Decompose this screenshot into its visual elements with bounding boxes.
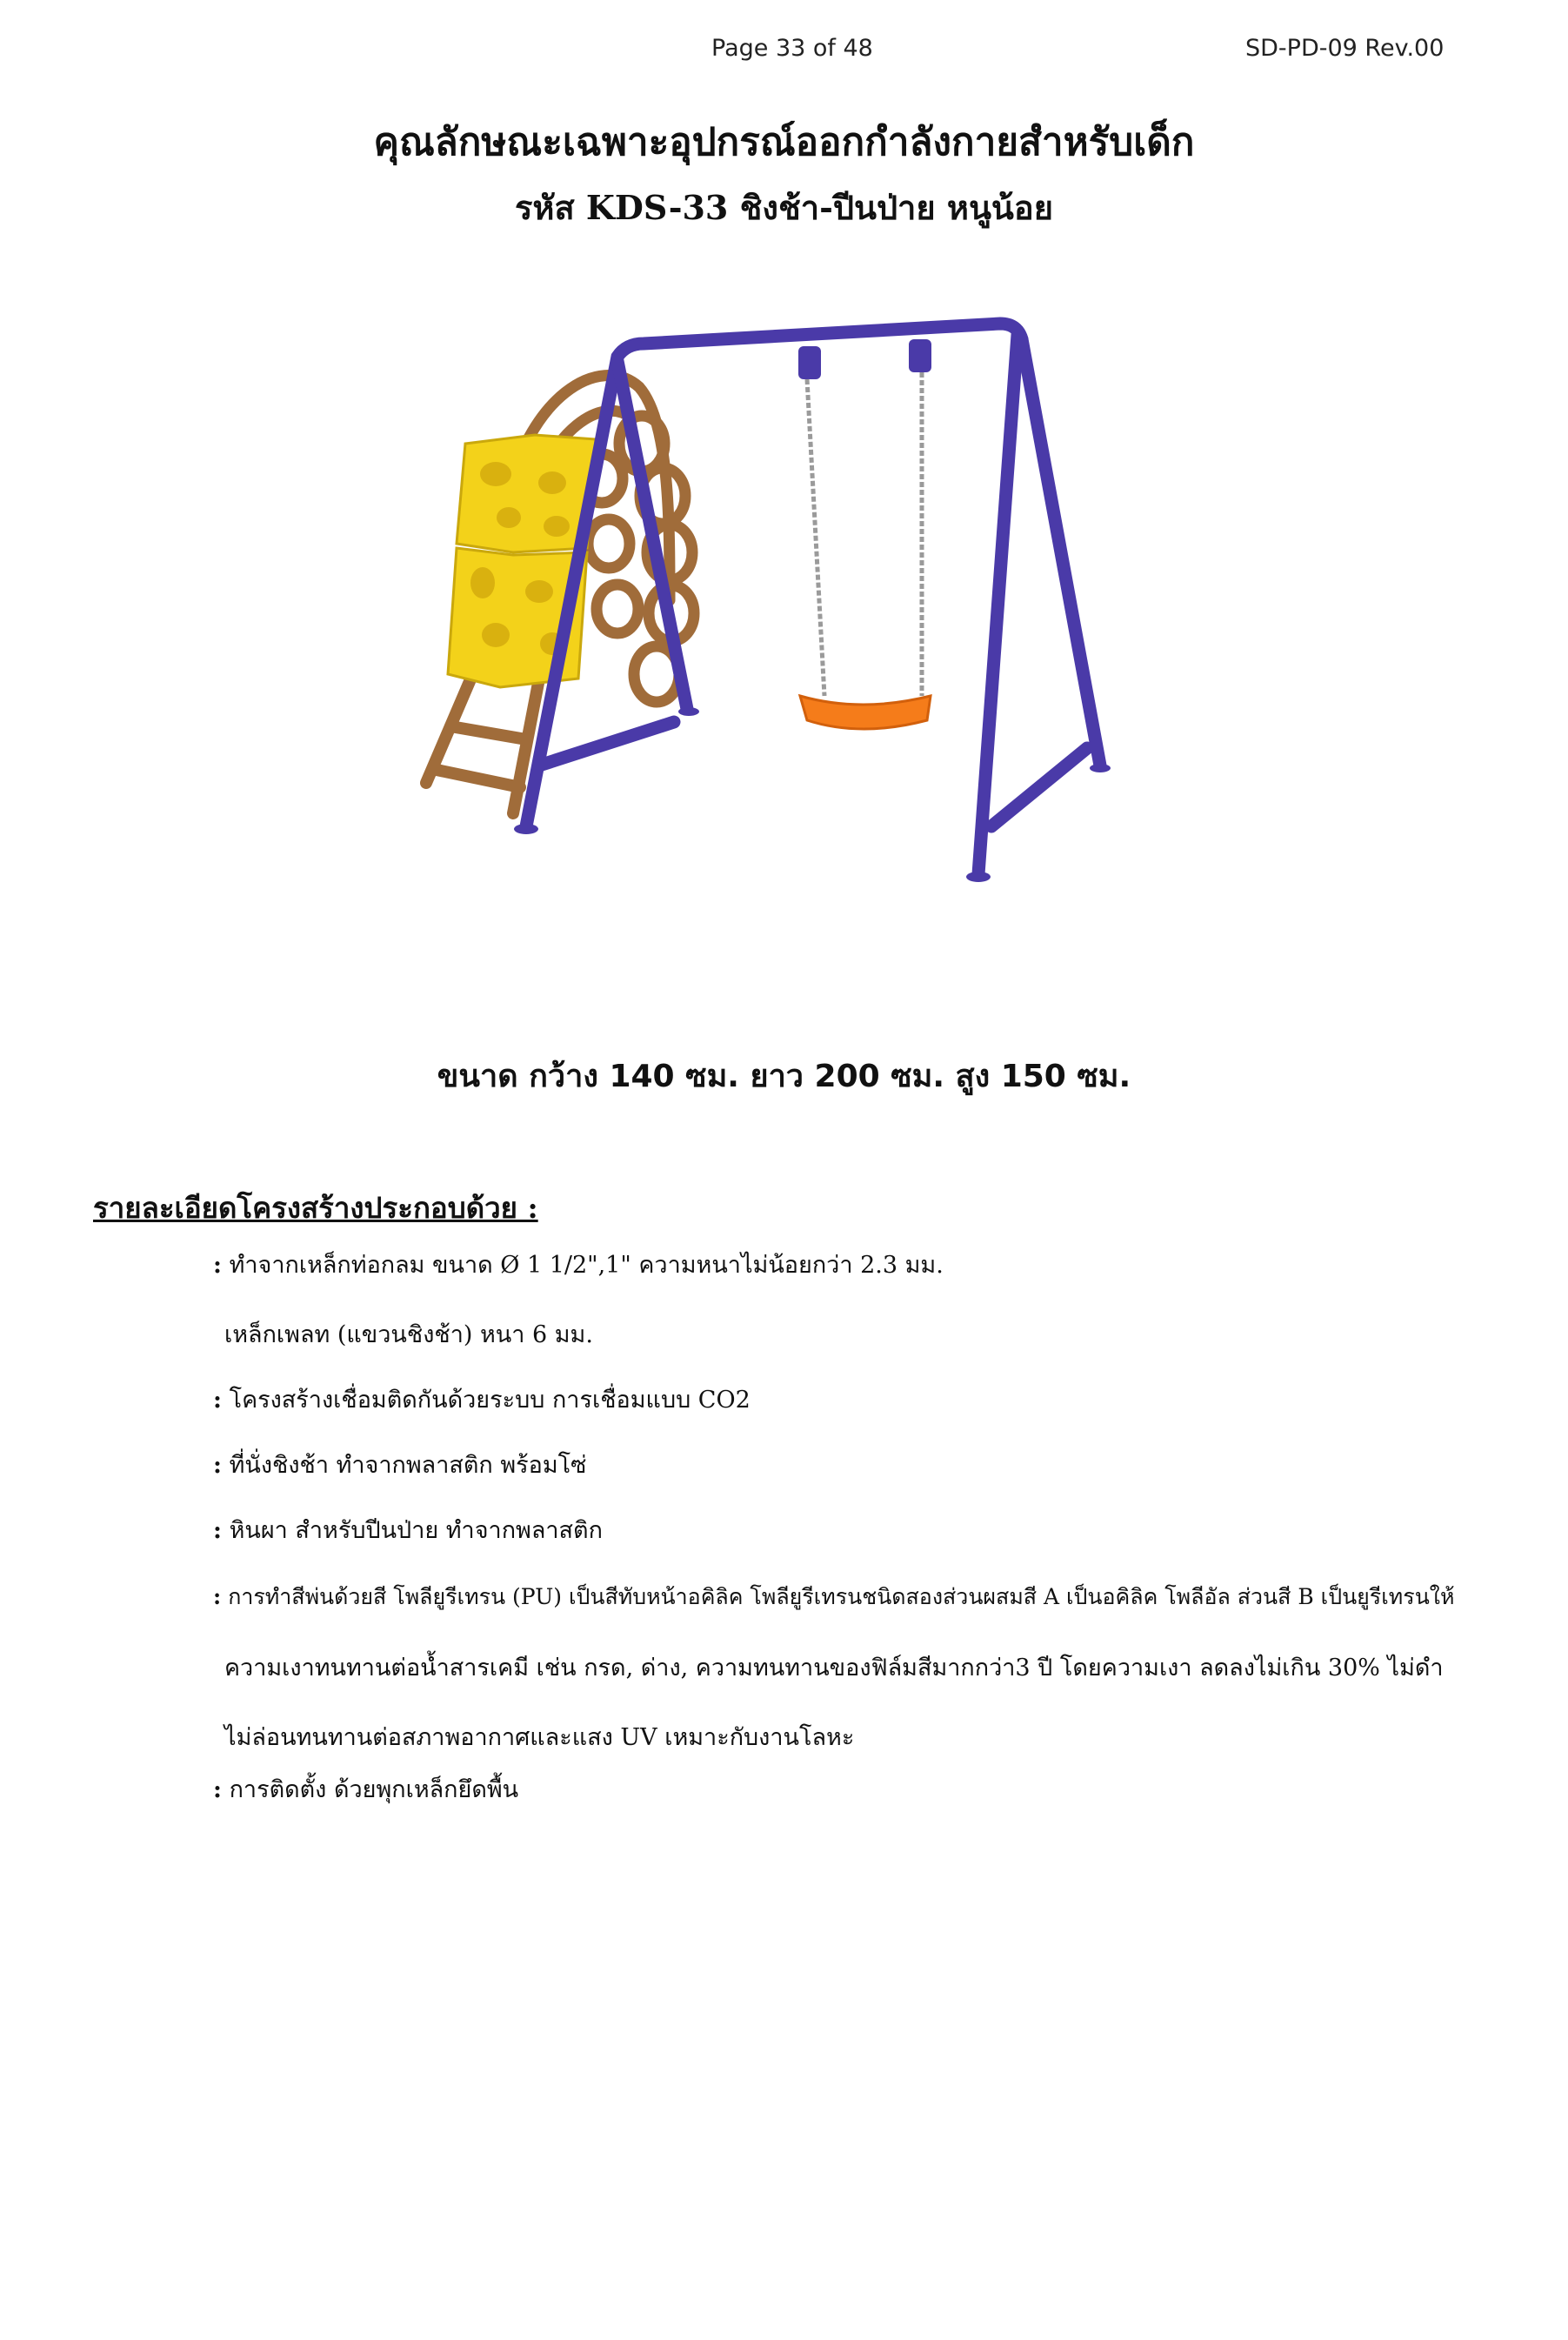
detail-item [224, 1315, 593, 1353]
detail-text: ความเงาทนทานต่อน้ำสารเคมี เช่น กรด, ด่าง, ความทนทานของฟิล์มสีมากกว่า3 ปี โดยความเงา ลดลงไม่เกิน 30% ไม่ดำ [224, 1655, 1444, 1681]
detail-bullet: : [213, 1776, 222, 1803]
product-code-title: รหัส KDS-33 ชิงช้า-ปีนป่าย หนูน้อย [515, 188, 1053, 227]
detail-bullet: : [213, 1584, 222, 1609]
detail-item [224, 1718, 854, 1755]
document-code: SD-PD-09 Rev.00 [1245, 35, 1445, 62]
page-title: คุณลักษณะเฉพาะอุปกรณ์ออกกำลังกายสำหรับเด็ก [373, 120, 1195, 164]
detail-text: หินผา สำหรับปีนป่าย ทำจากพลาสติก [229, 1517, 603, 1544]
detail-text: การทำสีพ่นด้วยสี โพลียูรีเทรน (PU) เป็นสีทับหน้าอคิลิค โพลียูรีเทรนชนิดสองส่วนผสมสี A เป็นอคิลิค โพลีอัล ส่วนสี B เป็นยูรีเทรนให้ [228, 1584, 1455, 1609]
detail-text: ที่นั่งชิงช้า ทำจากพลาสติก พร้อมโซ่ [229, 1452, 587, 1479]
detail-bullet: : [213, 1252, 222, 1279]
detail-bullet: : [213, 1452, 222, 1479]
detail-item [213, 1770, 518, 1808]
detail-text: การติดตั้ง ด้วยพุกเหล็กยึดพื้น [229, 1776, 519, 1803]
detail-text: เหล็กเพลท (แขวนชิงช้า) หนา 6 มม. [224, 1321, 593, 1348]
detail-item [213, 1246, 944, 1283]
detail-bullet: : [213, 1517, 222, 1544]
detail-text: โครงสร้างเชื่อมติดกันด้วยระบบ การเชื่อมแบบ CO2 [229, 1387, 751, 1414]
detail-bullet: : [213, 1387, 222, 1414]
detail-item [213, 1446, 586, 1483]
detail-text: ทำจากเหล็กท่อกลม ขนาด Ø 1 1/2",1" ความหนาไม่น้อยกว่า 2.3 มม. [229, 1252, 944, 1279]
product-dimensions: ขนาด กว้าง 140 ซม. ยาว 200 ซม. สูง 150 ซม. [437, 1059, 1131, 1094]
structure-details-heading: รายละเอียดโครงสร้างประกอบด้วย : [93, 1191, 538, 1225]
page-number: Page 33 of 48 [711, 35, 873, 62]
detail-item [213, 1511, 603, 1548]
detail-item [213, 1580, 1454, 1615]
detail-item [213, 1381, 751, 1418]
detail-item [224, 1648, 1444, 1686]
swing-climber-illustration [409, 313, 1131, 939]
detail-text: ไม่ล่อนทนทานต่อสภาพอากาศและแสง UV เหมาะกับงานโลหะ [224, 1724, 855, 1751]
